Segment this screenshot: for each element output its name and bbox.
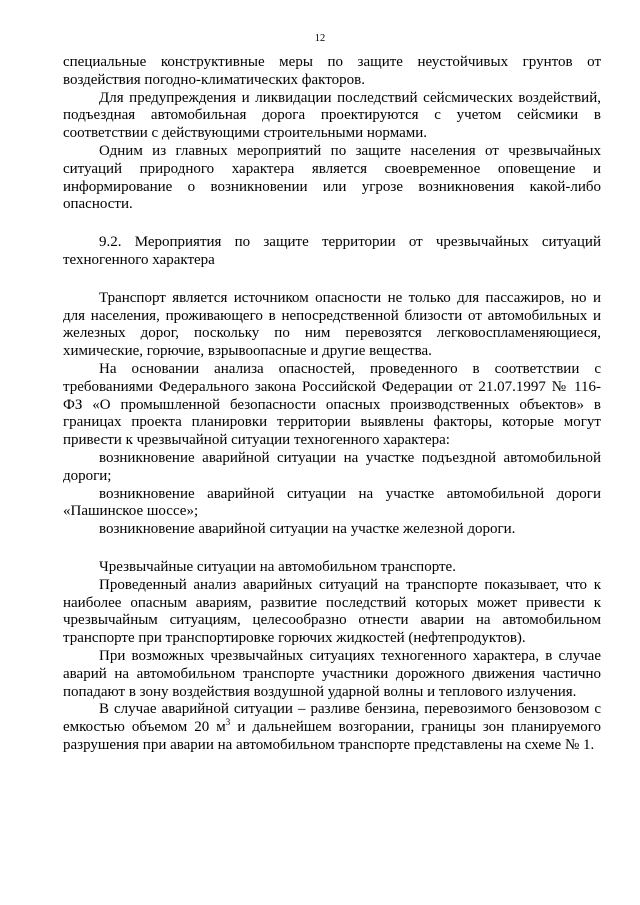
paragraph-accident-analysis: Проведенный анализ аварийных ситуаций на транспорте показывает, что к наиболее опасным авариям, развитие последствий которых может привести к чрезвычайным ситуациям, целесообразно отнести аварии на автомобильном транспорте при транспортировке горючих жидкостей (нефтепродуктов). — [63, 576, 601, 647]
spacer — [63, 214, 601, 234]
paragraph-seismic: Для предупреждения и ликвидации последствий сейсмических воздействий, подъездная автомобильная дорога проектируются с учетом сейсмики в соответствии с действующими строительными нормами. — [63, 89, 601, 142]
spacer — [63, 270, 601, 290]
cubic-superscript: 3 — [225, 717, 231, 728]
section-heading: 9.2. Мероприятия по защите территории от чрезвычайных ситуаций техногенного характера — [63, 234, 601, 268]
paragraph-gasoline-spill-text-b: и дальнейшем возгорании, границы зон планируемого разрушения при аварии на автомобильном транспорте представлены на схеме № 1. — [63, 719, 601, 753]
paragraph-gasoline-spill — [63, 701, 601, 754]
spacer — [63, 539, 601, 559]
document-body — [63, 54, 601, 755]
paragraph-gasoline-spill-text-a: В случае аварийной ситуации – разливе бензина, перевозимого бензовозом с емкостью объемом 20 м — [63, 701, 601, 736]
list-item-pashinskoe-road: возникновение аварийной ситуации на участке автомобильной дороги «Пашинское шоссе»; — [63, 485, 601, 520]
list-item-access-road: возникновение аварийной ситуации на участке подъездной автомобильной дороги; — [63, 449, 601, 484]
list-item-railway: возникновение аварийной ситуации на участке железной дороги. — [99, 521, 516, 538]
paragraph-transport-danger: Транспорт является источником опасности не только для пассажиров, но и для населения, проживающего в непосредственной близости от автомобильных и железных дорог, поскольку по ним перевозятся легковоспламеняющиеся, химические, горючие, взрывоопасные и другие вещества. — [63, 289, 601, 360]
paragraph-constructive-measures: специальные конструктивные меры по защите неустойчивых грунтов от воздействия погодно-климатических факторов. — [63, 54, 601, 88]
paragraph-shock-wave: При возможных чрезвычайных ситуациях техногенного характера, в случае аварий на автомобильном транспорте участники дорожного движения частично попадают в зону воздействия воздушной ударной волны и теплового излучения. — [63, 647, 601, 700]
paragraph-analysis: На основании анализа опасностей, проведенного в соответствии с требованиями Федерального закона Российской Федерации от 21.07.1997 № 116-ФЗ «О промышленной безопасности опасных производственных объектов» в границах проекта планировки территории выявлены факторы, которые могут привести к чрезвычайной ситуации техногенного характера: — [63, 360, 601, 449]
paragraph-notification: Одним из главных мероприятий по защите населения от чрезвычайных ситуаций природного характера является своевременное оповещение и информирование о возникновении или угрозе возникновения какой-либо опасности. — [63, 142, 601, 213]
page-number: 12 — [314, 33, 326, 44]
paragraph-road-emergencies: Чрезвычайные ситуации на автомобильном транспорте. — [99, 558, 456, 575]
